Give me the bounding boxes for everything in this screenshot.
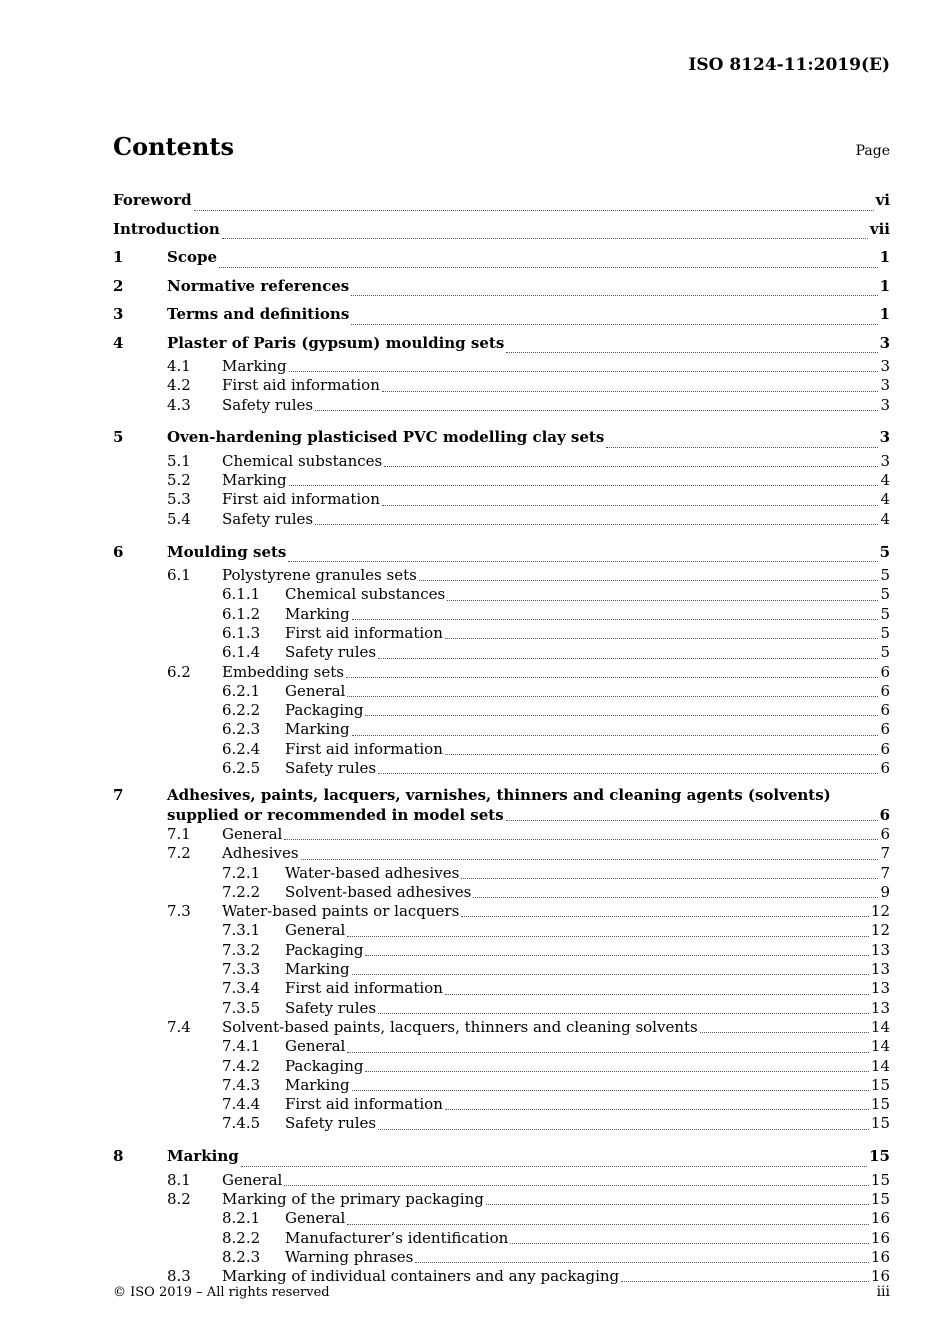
toc-entry[interactable]	[113, 902, 890, 921]
toc-entry-label: Marking of the primary packaging	[222, 1189, 484, 1208]
toc-entry-number: 7.4.3	[222, 1075, 261, 1094]
toc-entry[interactable]	[113, 643, 890, 662]
toc-entry[interactable]	[113, 979, 890, 998]
dot-leader	[365, 1070, 868, 1072]
toc-entry-page: 5	[880, 643, 890, 662]
dot-leader	[473, 896, 878, 898]
toc-entry-number: 7.3.2	[222, 940, 261, 959]
dot-leader	[700, 1031, 869, 1033]
toc-entry[interactable]	[113, 357, 890, 376]
document-id: ISO 8124-11:2019(E)	[688, 55, 890, 75]
toc-entry-page: 5	[880, 623, 890, 642]
toc-entry-label: Plaster of Paris (gypsum) moulding sets	[167, 333, 505, 352]
toc-entry-number: 5.2	[167, 471, 191, 490]
toc-entry-number: 7.4.5	[222, 1114, 261, 1133]
toc-entry-page: 1	[879, 248, 890, 266]
toc-entry-label: Packaging	[285, 940, 364, 959]
toc-entry-number: 7.4.2	[222, 1056, 261, 1075]
toc-entry[interactable]	[113, 452, 890, 471]
dot-leader	[415, 1261, 869, 1263]
dot-leader	[347, 695, 878, 697]
toc-entry-number: 4	[113, 333, 124, 352]
toc-entry-number: 4.2	[167, 376, 191, 395]
toc-entry-number: 6.2.2	[222, 701, 261, 720]
toc-entry-label: Moulding sets	[167, 542, 287, 561]
table-of-contents	[113, 186, 890, 1286]
toc-entry-page: 16	[870, 1228, 890, 1247]
toc-entry-page: 6	[880, 701, 890, 720]
toc-entry-number: 6.2.1	[222, 681, 261, 700]
toc-entry-label: Safety rules	[285, 998, 377, 1017]
toc-entry-label: Polystyrene granules sets	[222, 566, 417, 585]
toc-entry-label: Marking	[222, 471, 287, 490]
dot-leader	[378, 657, 878, 659]
toc-entry-number: 4.1	[167, 357, 191, 375]
toc-entry[interactable]	[113, 624, 890, 643]
toc-entry-number: 5	[113, 428, 124, 447]
dot-leader	[419, 579, 879, 581]
toc-entry-label: Packaging	[285, 701, 364, 720]
toc-entry-page: 6	[879, 805, 890, 824]
toc-entry-label: Marking	[285, 604, 350, 623]
toc-entry[interactable]	[113, 490, 890, 509]
dot-leader	[222, 237, 868, 239]
toc-entry-number: 7.2.2	[222, 882, 261, 901]
toc-entry-label: General	[285, 921, 346, 940]
toc-entry-page: 13	[870, 979, 890, 998]
toc-entry-page: 9	[880, 882, 890, 901]
toc-entry-page: 14	[870, 1056, 890, 1075]
dot-leader	[486, 1203, 869, 1205]
dot-leader	[445, 993, 869, 995]
toc-entry-label: Safety rules	[285, 759, 377, 778]
toc-entry-label: Safety rules	[222, 509, 314, 528]
toc-entry[interactable]	[113, 1142, 890, 1171]
toc-entry-label: Marking	[285, 720, 350, 739]
dot-leader	[346, 676, 878, 678]
toc-entry[interactable]	[113, 759, 890, 778]
toc-entry[interactable]	[113, 510, 890, 529]
toc-entry-page: 15	[869, 1147, 890, 1166]
toc-entry-number: 8.2.3	[222, 1247, 261, 1266]
dot-leader	[365, 954, 868, 956]
toc-entry-label: Chemical substances	[285, 585, 446, 604]
toc-entry[interactable]	[113, 999, 890, 1018]
dot-leader	[351, 323, 877, 325]
toc-entry[interactable]	[113, 960, 890, 979]
dot-leader	[284, 838, 878, 840]
dot-leader	[510, 1242, 869, 1244]
toc-entry[interactable]	[113, 1114, 890, 1133]
dot-leader	[289, 370, 879, 372]
toc-entry-number: 8	[113, 1147, 124, 1166]
toc-entry[interactable]	[113, 921, 890, 940]
toc-entry-label: First aid information	[285, 1095, 443, 1114]
toc-entry-label: Solvent-based adhesives	[285, 882, 472, 901]
toc-entry-label: Scope	[167, 248, 218, 266]
toc-entry-page: 6	[880, 824, 890, 843]
toc-entry[interactable]	[113, 720, 890, 739]
toc-entry[interactable]	[113, 329, 890, 358]
dot-leader	[461, 877, 878, 879]
dot-leader	[384, 465, 878, 467]
toc-entry[interactable]	[113, 1095, 890, 1114]
toc-entry[interactable]	[113, 825, 890, 844]
toc-entry-number: 7.3.3	[222, 960, 261, 979]
dot-leader	[378, 772, 878, 774]
page-number: iii	[876, 1284, 890, 1300]
toc-entry[interactable]	[113, 376, 890, 395]
toc-entry[interactable]	[113, 1267, 890, 1286]
toc-entry-page: 15	[870, 1114, 890, 1133]
dot-leader	[194, 209, 874, 211]
toc-entry-label: First aid information	[222, 490, 380, 509]
toc-entry[interactable]	[113, 1018, 890, 1037]
toc-entry-number: 5.3	[167, 490, 191, 509]
toc-entry-label: Adhesives, paints, lacquers, varnishes, thinners and cleaning agents (solvents)	[167, 786, 831, 805]
toc-entry-label: General	[222, 824, 283, 843]
toc-entry-page: 5	[880, 566, 890, 585]
toc-entry-number: 8.1	[167, 1170, 191, 1189]
toc-entry-label: First aid information	[285, 739, 443, 758]
toc-entry-number: 3	[113, 305, 124, 323]
page-title: Contents	[113, 132, 234, 161]
toc-entry-label: General	[285, 681, 346, 700]
dot-leader	[219, 266, 878, 268]
toc-entry-page: 16	[870, 1247, 890, 1266]
toc-entry-page: 6	[880, 739, 890, 758]
toc-entry-number: 6.1.3	[222, 623, 261, 642]
toc-entry-page: 6	[880, 662, 890, 681]
dot-leader	[352, 973, 869, 975]
toc-entry[interactable]	[113, 883, 890, 902]
toc-entry-page: 14	[870, 1017, 890, 1036]
toc-entry-page: 4	[880, 509, 890, 528]
toc-entry-label: Normative references	[167, 276, 350, 295]
toc-entry[interactable]	[113, 864, 890, 883]
toc-entry[interactable]	[113, 471, 890, 490]
toc-entry[interactable]	[113, 844, 890, 863]
toc-entry[interactable]	[113, 215, 890, 244]
toc-entry[interactable]	[113, 585, 890, 604]
toc-entry-label: Chemical substances	[222, 451, 383, 470]
toc-entry-label: Manufacturer’s identification	[285, 1228, 509, 1247]
dot-leader	[315, 523, 878, 525]
dot-leader	[352, 618, 879, 620]
toc-entry-label: First aid information	[222, 376, 380, 395]
toc-entry[interactable]	[113, 566, 890, 585]
toc-entry-page: 5	[880, 585, 890, 604]
toc-entry[interactable]	[113, 423, 890, 452]
toc-entry-number: 2	[113, 276, 124, 295]
toc-entry-label: Safety rules	[222, 395, 314, 414]
dot-leader	[606, 446, 877, 448]
toc-entry-page: 3	[879, 333, 890, 352]
toc-entry-number: 6.1	[167, 566, 191, 585]
dot-leader	[352, 1089, 869, 1091]
toc-entry-page: 16	[870, 1267, 890, 1286]
toc-entry-number: 1	[113, 248, 124, 266]
toc-entry-label: General	[285, 1209, 346, 1228]
toc-entry-page: 3	[880, 376, 890, 395]
toc-entry-page: 3	[880, 451, 890, 470]
toc-entry-number: 5.1	[167, 451, 191, 470]
toc-entry-label: Introduction	[113, 219, 220, 238]
toc-entry[interactable]	[113, 1190, 890, 1209]
dot-leader	[284, 1184, 869, 1186]
toc-entry-page: 4	[880, 471, 890, 490]
toc-entry-label: First aid information	[285, 979, 443, 998]
copyright-notice: © ISO 2019 – All rights reserved	[113, 1285, 330, 1300]
toc-entry-label: Packaging	[285, 1056, 364, 1075]
page-column-label: Page	[855, 143, 890, 159]
dot-leader	[621, 1280, 869, 1282]
toc-entry-label: Foreword	[113, 191, 192, 209]
dot-leader	[241, 1165, 867, 1167]
toc-entry-page: vii	[869, 219, 890, 238]
toc-entry[interactable]	[113, 663, 890, 682]
toc-entry[interactable]	[113, 300, 890, 329]
toc-entry-label: First aid information	[285, 623, 443, 642]
dot-leader	[347, 1051, 869, 1053]
dot-leader	[445, 637, 879, 639]
toc-entry-label: Marking	[285, 1075, 350, 1094]
toc-entry-page: 1	[879, 305, 890, 323]
toc-entry-page: 6	[880, 759, 890, 778]
toc-entry-number: 7.1	[167, 824, 191, 843]
toc-entry-page: 13	[870, 998, 890, 1017]
toc-entry-page: 4	[880, 490, 890, 509]
toc-entry-label-continued: supplied or recommended in model sets	[167, 805, 504, 824]
toc-entry-page: 5	[880, 604, 890, 623]
toc-entry[interactable]	[113, 1037, 890, 1056]
dot-leader	[382, 390, 879, 392]
toc-entry-number: 8.2	[167, 1189, 191, 1208]
toc-entry-number: 8.2.1	[222, 1209, 261, 1228]
toc-entry[interactable]	[113, 1057, 890, 1076]
toc-entry-label: Marking of individual containers and any packaging	[222, 1267, 620, 1286]
dot-leader	[315, 409, 878, 411]
toc-entry-page: 1	[879, 276, 890, 295]
dot-leader	[288, 560, 877, 562]
toc-entry-number: 7.4.4	[222, 1095, 261, 1114]
toc-entry-number: 6.1.2	[222, 604, 261, 623]
toc-entry-label: Terms and definitions	[167, 305, 350, 323]
toc-entry-number: 6.1.4	[222, 643, 261, 662]
toc-entry-page: 12	[870, 902, 890, 921]
toc-entry-page: 14	[870, 1037, 890, 1056]
dot-leader	[378, 1012, 869, 1014]
toc-entry[interactable]	[113, 605, 890, 624]
toc-entry[interactable]	[113, 186, 890, 215]
dot-leader	[382, 504, 879, 506]
toc-entry-label: Oven-hardening plasticised PVC modelling clay sets	[167, 428, 605, 447]
toc-entry-label: Water-based adhesives	[285, 863, 460, 882]
toc-entry[interactable]	[113, 941, 890, 960]
toc-entry-label: Adhesives	[222, 844, 299, 863]
toc-entry-page: 13	[870, 960, 890, 979]
dot-leader	[506, 351, 877, 353]
toc-entry-number: 6	[113, 542, 124, 561]
toc-entry-page: 7	[880, 863, 890, 882]
toc-entry-page: vi	[875, 191, 890, 209]
toc-entry-page: 15	[870, 1075, 890, 1094]
dot-leader	[347, 935, 869, 937]
dot-leader	[445, 753, 879, 755]
toc-entry[interactable]	[113, 1171, 890, 1190]
toc-entry-label: Marking	[222, 357, 287, 375]
toc-entry-number: 7.4	[167, 1017, 191, 1036]
toc-entry[interactable]	[113, 1076, 890, 1095]
toc-entry-number: 6.1.1	[222, 585, 261, 604]
toc-entry-label: General	[222, 1170, 283, 1189]
toc-entry-page: 15	[870, 1095, 890, 1114]
dot-leader	[351, 294, 877, 296]
dot-leader	[289, 484, 879, 486]
toc-entry-number: 7.3.4	[222, 979, 261, 998]
toc-entry-number: 7	[113, 786, 124, 805]
toc-entry[interactable]	[113, 1229, 890, 1248]
toc-entry[interactable]	[113, 701, 890, 720]
toc-entry-label: Embedding sets	[222, 662, 344, 681]
toc-entry-number: 4.3	[167, 395, 191, 414]
toc-entry-page: 3	[880, 357, 890, 375]
toc-entry-page: 15	[870, 1189, 890, 1208]
toc-entry-page: 5	[879, 542, 890, 561]
toc-entry[interactable]	[113, 682, 890, 701]
toc-entry-number: 6.2	[167, 662, 191, 681]
toc-entry-label: Warning phrases	[285, 1247, 414, 1266]
toc-entry[interactable]	[113, 538, 890, 567]
dot-leader	[378, 1128, 869, 1130]
toc-entry-page: 13	[870, 940, 890, 959]
toc-entry-label: General	[285, 1037, 346, 1056]
toc-entry-number: 5.4	[167, 509, 191, 528]
toc-entry-number: 7.3.1	[222, 921, 261, 940]
toc-entry-label: Safety rules	[285, 1114, 377, 1133]
toc-entry[interactable]	[113, 272, 890, 301]
toc-entry[interactable]	[113, 1248, 890, 1267]
toc-entry-page: 6	[880, 720, 890, 739]
toc-entry-label: Solvent-based paints, lacquers, thinners and cleaning solvents	[222, 1017, 698, 1036]
toc-entry-number: 7.2.1	[222, 863, 261, 882]
toc-entry-page: 16	[870, 1209, 890, 1228]
toc-entry[interactable]	[113, 740, 890, 759]
toc-entry-number: 8.2.2	[222, 1228, 261, 1247]
toc-entry-page: 3	[879, 428, 890, 447]
toc-entry-number: 6.2.4	[222, 739, 261, 758]
toc-entry-label: Marking	[167, 1147, 239, 1166]
dot-leader	[447, 599, 878, 601]
toc-entry-label: Water-based paints or lacquers	[222, 902, 460, 921]
toc-entry[interactable]	[113, 396, 890, 415]
toc-entry-number: 8.3	[167, 1267, 191, 1286]
toc-entry-label: Safety rules	[285, 643, 377, 662]
toc-entry-page: 7	[880, 844, 890, 863]
toc-entry-number: 6.2.5	[222, 759, 261, 778]
toc-entry-number: 6.2.3	[222, 720, 261, 739]
toc-entry-page: 15	[870, 1170, 890, 1189]
toc-entry-page: 6	[880, 681, 890, 700]
toc-entry-page: 12	[870, 921, 890, 940]
dot-leader	[352, 734, 879, 736]
toc-entry-number: 7.2	[167, 844, 191, 863]
dot-leader	[461, 915, 869, 917]
toc-entry-number: 7.3	[167, 902, 191, 921]
dot-leader	[506, 819, 878, 821]
dot-leader	[365, 714, 878, 716]
toc-entry-label: Marking	[285, 960, 350, 979]
dot-leader	[347, 1223, 869, 1225]
dot-leader	[445, 1108, 869, 1110]
toc-entry[interactable]	[113, 786, 890, 825]
toc-entry-number: 7.3.5	[222, 998, 261, 1017]
toc-entry[interactable]	[113, 243, 890, 272]
toc-entry-number: 7.4.1	[222, 1037, 261, 1056]
dot-leader	[301, 858, 879, 860]
toc-entry-page: 3	[880, 395, 890, 414]
toc-entry[interactable]	[113, 1209, 890, 1228]
